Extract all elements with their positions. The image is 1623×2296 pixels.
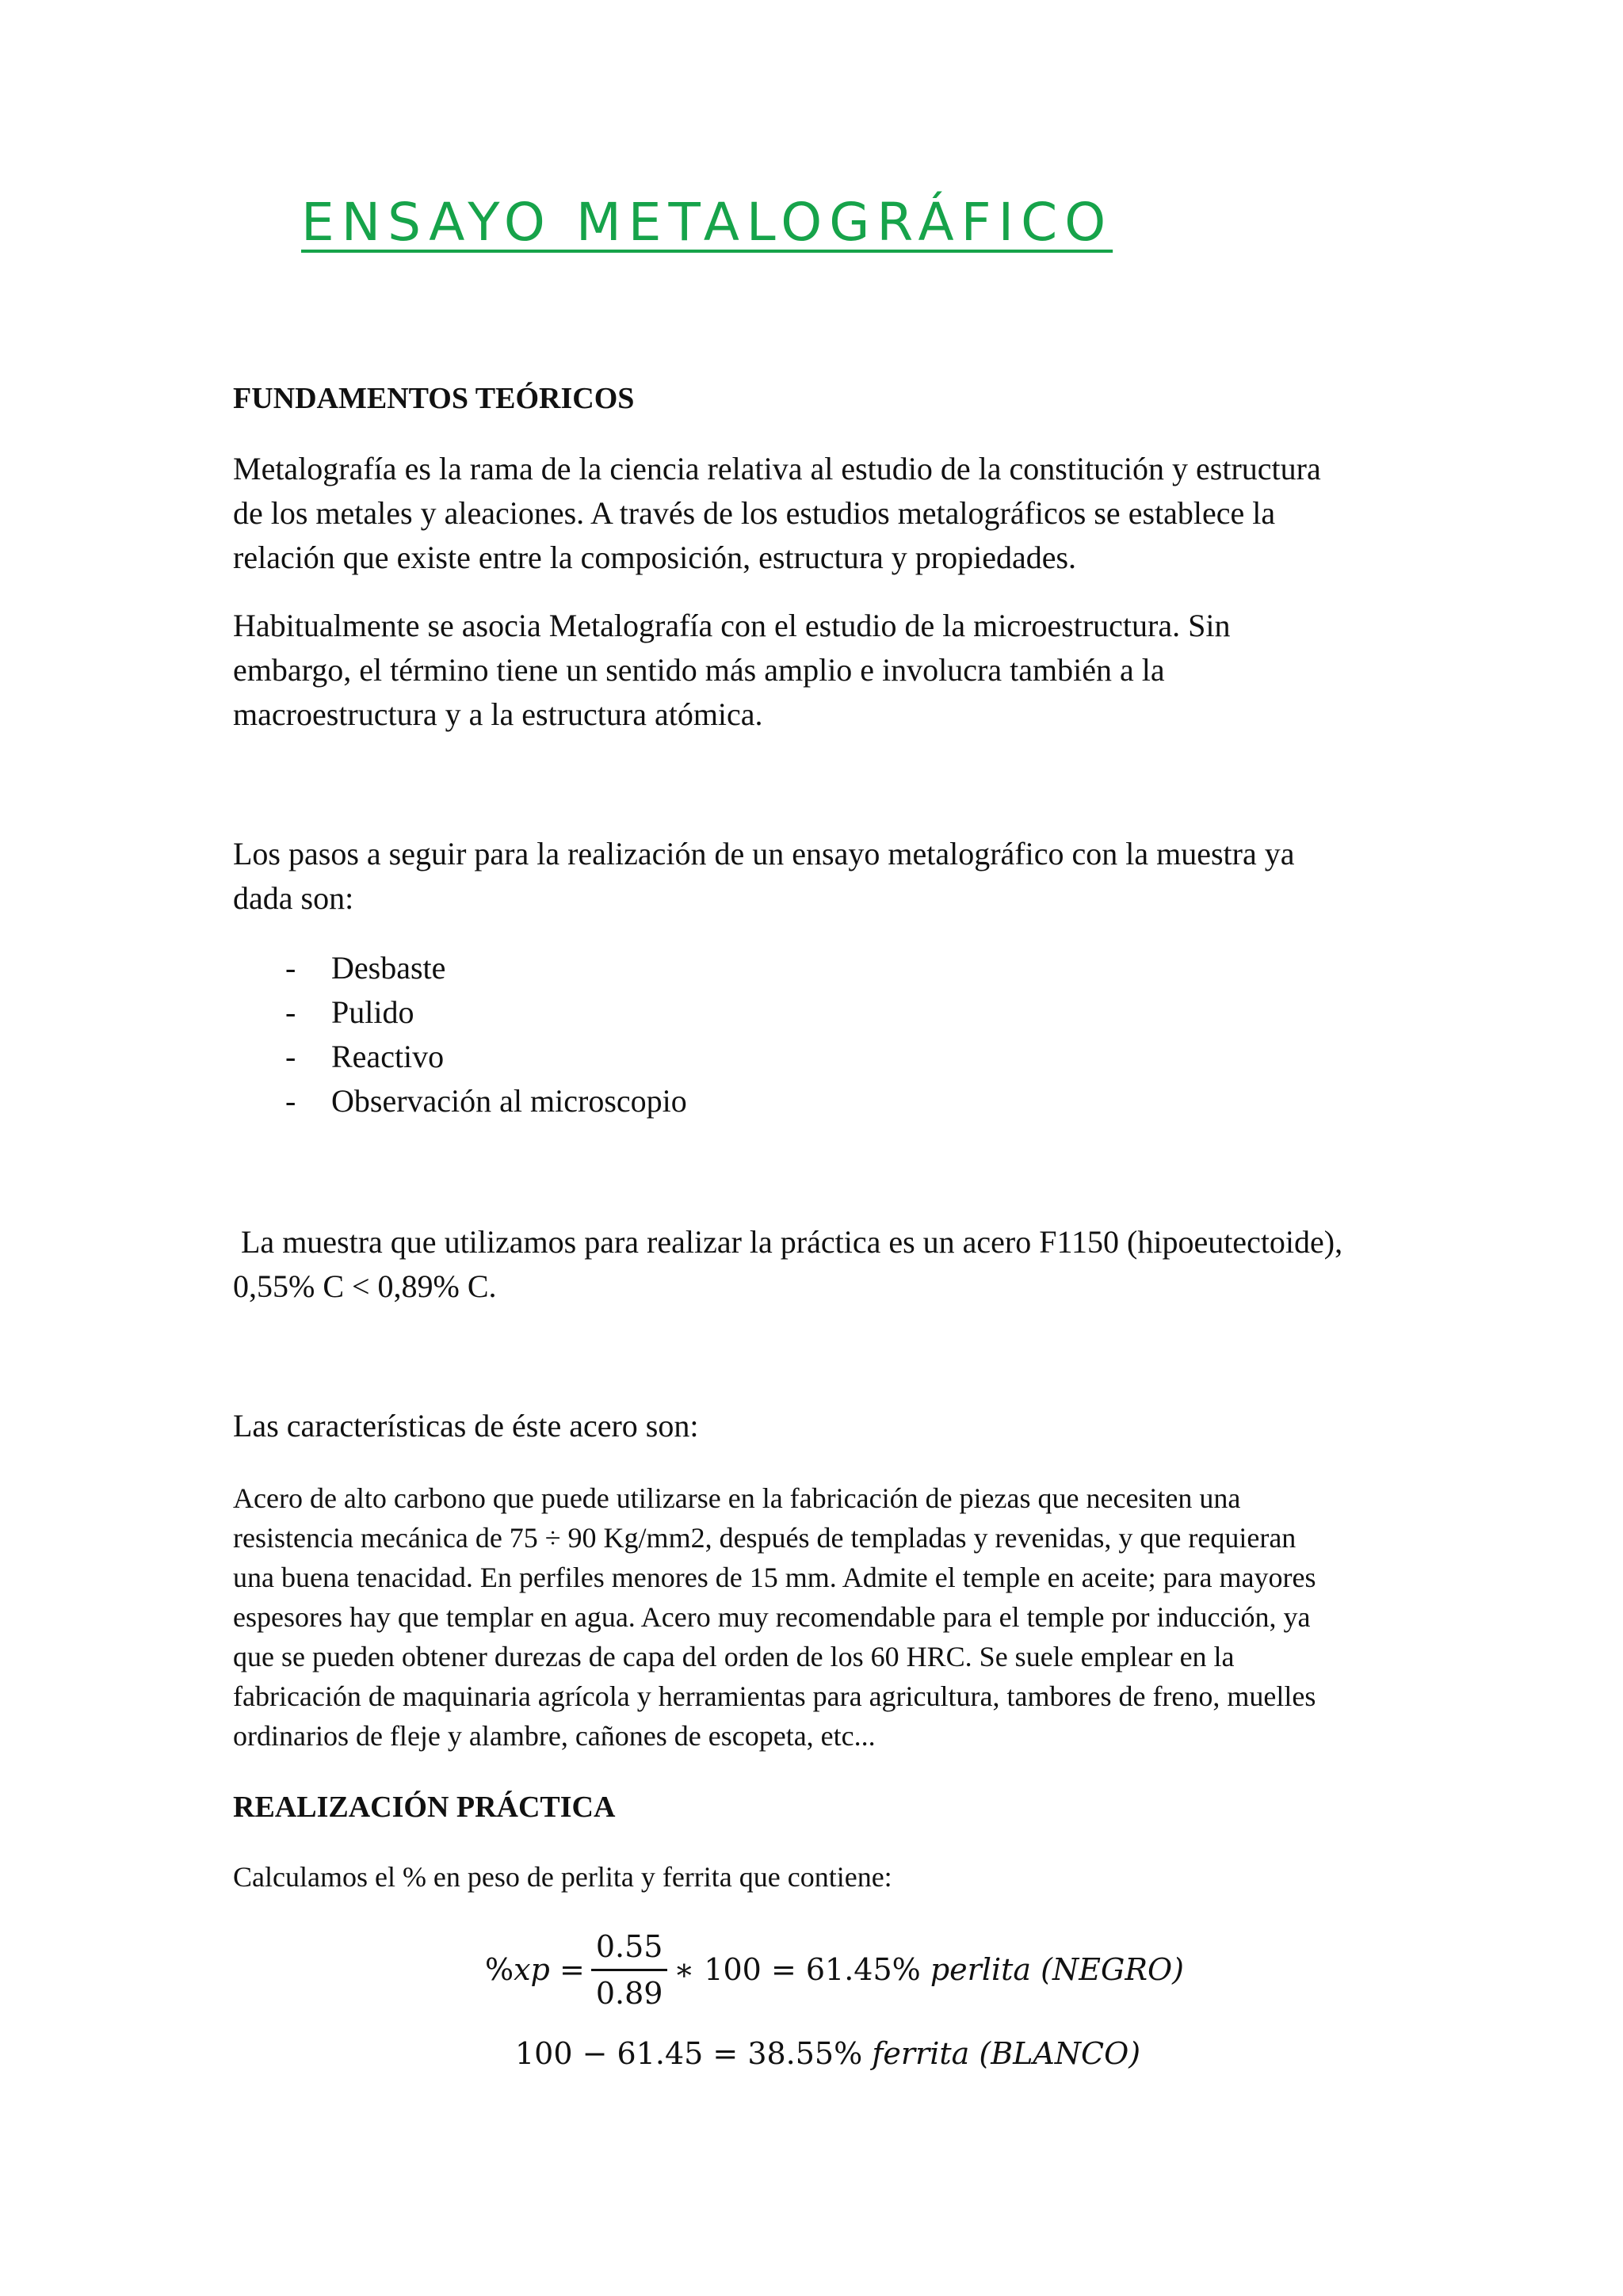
eq-label-blanco: (BLANCO) [979, 2036, 1141, 2071]
section-heading-realizacion: REALIZACIÓN PRÁCTICA [233, 1791, 616, 1824]
equation-ferrita [515, 2031, 1140, 2076]
step-label: Reactivo [331, 1039, 445, 1074]
bullet-dash: - [285, 1083, 296, 1119]
eq-label-negro: (NEGRO) [1041, 1952, 1184, 1987]
text-line: La muestra que utilizamos para realizar la práctica es un acero F1150 (hipoeutectoide), [233, 1224, 1343, 1260]
equation-perlita [485, 1922, 1184, 2017]
text-line: macroestructura y a la estructura atómica. [233, 696, 763, 732]
text-line: embargo, el término tiene un sentido más amplio e involucra también a la [233, 652, 1165, 688]
paragraph-muestra [233, 1220, 1406, 1309]
text-line: fabricación de maquinaria agrícola y herramientas para agricultura, tambores de freno, muelles [233, 1680, 1316, 1712]
paragraph-pasos-intro [233, 832, 1406, 921]
text-line: Calculamos el % en peso de perlita y ferrita que contiene: [233, 1861, 892, 1893]
eq-percent-sign: % [485, 1952, 514, 1987]
text-line: de los metales y aleaciones. A través de los estudios metalográficos se establece la [233, 495, 1276, 531]
bullet-dash: - [285, 1039, 296, 1074]
text-line: 0,55% C < 0,89% C. [233, 1268, 497, 1304]
list-item [233, 946, 687, 990]
document-title: ENSAYO METALOGRÁFICO [301, 192, 1113, 253]
bullet-dash: - [285, 950, 296, 986]
eq-product: ∗ 100 = 61.45% [674, 1952, 921, 1987]
text-line: Las características de éste acero son: [233, 1408, 699, 1444]
text-line: relación que existe entre la composición, estructura y propiedades. [233, 540, 1077, 575]
eq-numerator: 0.55 [591, 1928, 668, 1971]
text-line: Acero de alto carbono que puede utilizarse en la fabricación de piezas que necesiten una [233, 1482, 1241, 1514]
list-item [233, 990, 687, 1035]
text-line: dada son: [233, 880, 354, 916]
section-heading-fundamentos: FUNDAMENTOS TEÓRICOS [233, 382, 635, 415]
step-label: Desbaste [331, 950, 446, 986]
step-label: Pulido [331, 994, 414, 1030]
steps-list [233, 946, 687, 1123]
text-line: Los pasos a seguir para la realización de un ensayo metalográfico con la muestra ya [233, 836, 1295, 871]
eq-label-perlita: perlita [930, 1952, 1032, 1987]
paragraph-microestructura [233, 604, 1406, 737]
bullet-dash: - [285, 994, 296, 1030]
eq-equals: = [559, 1952, 585, 1987]
eq-label-ferrita: ferrita [872, 2036, 970, 2071]
text-line: espesores hay que templar en agua. Acero muy recomendable para el temple por inducción, ya [233, 1601, 1311, 1633]
paragraph-acero-description [233, 1478, 1422, 1756]
text-line: ordinarios de fleje y alambre, cañones de escopeta, etc... [233, 1720, 876, 1752]
list-item [233, 1035, 687, 1079]
eq-expression: 100 − 61.45 = 38.55% [515, 2036, 863, 2071]
eq-fraction [591, 1928, 668, 2012]
eq-denominator: 0.89 [595, 1975, 663, 2011]
paragraph-calc-intro [233, 1857, 1422, 1897]
step-label: Observación al microscopio [331, 1083, 687, 1119]
text-line: resistencia mecánica de 75 ÷ 90 Kg/mm2, después de templadas y revenidas, y que requieran [233, 1522, 1296, 1554]
text-line: una buena tenacidad. En perfiles menores de 15 mm. Admite el temple en aceite; para mayores [233, 1562, 1316, 1593]
eq-variable-xp: xp [514, 1952, 550, 1987]
paragraph-caracteristicas-intro [233, 1404, 1406, 1448]
paragraph-metalografia-definition [233, 447, 1406, 580]
text-line: que se pueden obtener durezas de capa del orden de los 60 HRC. Se suele emplear en la [233, 1641, 1235, 1672]
list-item [233, 1079, 687, 1123]
text-line: Habitualmente se asocia Metalografía con el estudio de la microestructura. Sin [233, 608, 1231, 643]
text-line: Metalografía es la rama de la ciencia relativa al estudio de la constitución y estructura [233, 451, 1321, 486]
